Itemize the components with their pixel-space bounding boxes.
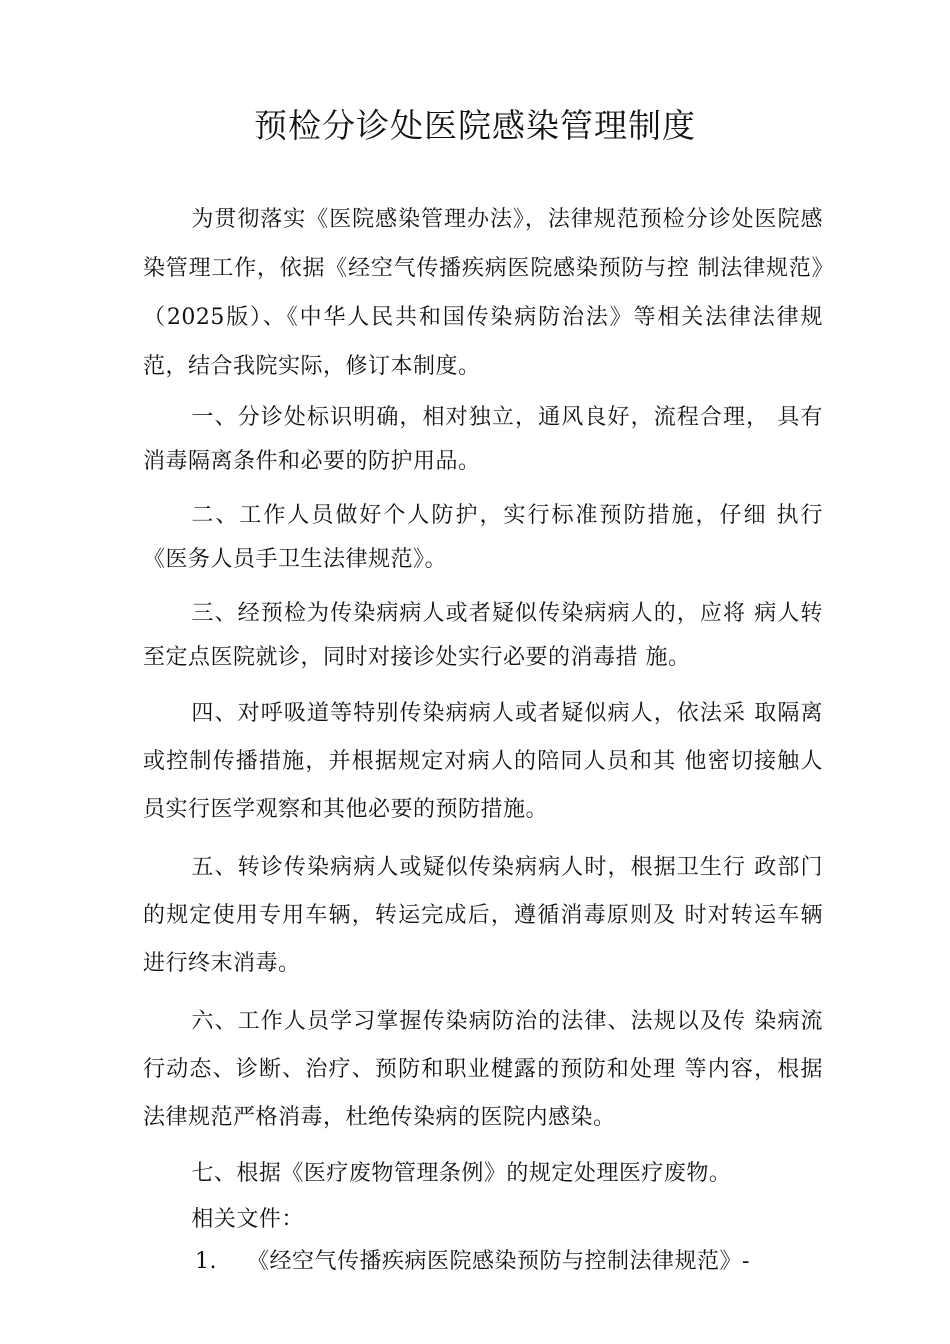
reference-text: 《经空气传播疾病医院感染预防与控制法律规范》- <box>247 1249 750 1274</box>
rule-item-5: 五、转诊传染病病人或疑似传染病病人时，根据卫生行 政部门的规定使用专用车辆，转运完成后，遵循消毒原则及 时对转运车辆进行终末消毒。 <box>143 855 823 976</box>
related-files-heading: 相关文件： <box>191 1207 304 1232</box>
rule-item-3: 三、经预检为传染病病人或者疑似传染病病人的，应将 病人转至定点医院就诊，同时对接诊处实行必要的消毒措 施。 <box>143 601 823 670</box>
document-body <box>143 195 823 1282</box>
document-title: 预检分诊处医院感染管理制度 <box>254 106 696 145</box>
rule-item-7: 七、根据《医疗废物管理条例》的规定处理医疗废物。 <box>191 1161 732 1186</box>
rule-item-6: 六、工作人员学习掌握传染病防治的法律、法规以及传 染病流行动态、诊断、治疗、预防和职业楗露的预防和处理 等内容，根据法律规范严格消毒，杜绝传染病的医院内感染。 <box>143 1009 823 1130</box>
rule-item-4: 四、对呼吸道等特别传染病病人或者疑似病人，依法采 取隔离或控制传播措施，并根据规定对病人的陪同人员和其 他密切接触人员实行医学观察和其他必要的预防措施。 <box>143 701 823 822</box>
rule-item-1: 一、分诊处标识明确，相对独立，通风良好，流程合理， 具有消毒隔离条件和必要的防护用品。 <box>143 405 823 474</box>
reference-number: 1. <box>195 1249 217 1274</box>
rule-item-2: 二、工作人员做好个人防护，实行标准预防措施，仔细 执行《医务人员手卫生法律规范》。 <box>143 503 823 572</box>
reference-item <box>143 1242 823 1282</box>
intro-paragraph: 为贯彻落实《医院感染管理办法》，法律规范预检分诊处医院感染管理工作，依据《经空气传播疾病医院感染预防与控 制法律规范》（2025版）、《中华人民共和国传染病防治法》等相关法律法律规范，结合我院实际，修订本制度。 <box>143 207 823 379</box>
